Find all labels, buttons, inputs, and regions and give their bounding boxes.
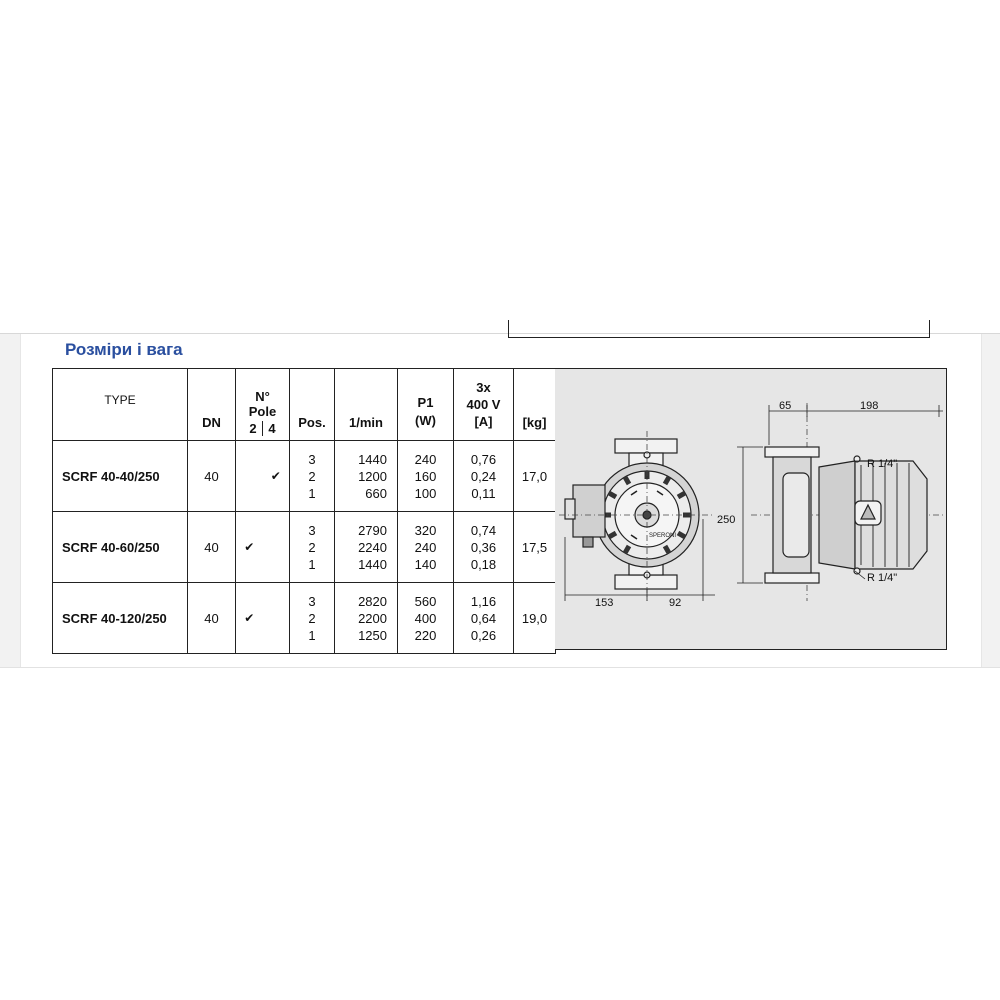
amp-value: 0,36 xyxy=(470,539,497,555)
p1-value: 560 xyxy=(414,593,437,609)
table-row xyxy=(53,512,556,583)
row-pole xyxy=(236,441,290,512)
rpm-value: 2200 xyxy=(358,610,387,626)
row-type: SCRF 40-60/250 xyxy=(53,512,188,583)
rpm-value: 1440 xyxy=(358,451,387,467)
pole-2-check: ✔ xyxy=(244,540,255,554)
row-dn: 40 xyxy=(188,512,236,583)
row-type: SCRF 40-120/250 xyxy=(53,583,188,654)
row-pole xyxy=(236,512,290,583)
dimension-92: 92 xyxy=(669,597,682,609)
specification-table xyxy=(52,368,556,654)
amp-value: 1,16 xyxy=(470,593,497,609)
row-pos xyxy=(290,441,335,512)
header-pole-4: 4 xyxy=(268,421,276,436)
dimension-153: 153 xyxy=(595,597,614,609)
row-kg: 17,0 xyxy=(514,441,556,512)
row-amp xyxy=(454,583,514,654)
dimension-250: 250 xyxy=(717,514,736,526)
pos-value: 2 xyxy=(308,468,316,484)
pos-value: 3 xyxy=(308,593,316,609)
row-rpm xyxy=(335,441,398,512)
rpm-value: 660 xyxy=(365,485,387,501)
p1-value: 240 xyxy=(414,451,437,467)
p1-value: 220 xyxy=(414,627,437,643)
pump-side-view xyxy=(765,447,927,583)
rpm-value: 2820 xyxy=(358,593,387,609)
header-p1 xyxy=(398,369,454,441)
header-pole xyxy=(236,369,290,441)
rpm-value: 2790 xyxy=(358,522,387,538)
header-dn: DN xyxy=(188,369,236,441)
p1-value: 320 xyxy=(414,522,437,538)
dimension-65: 65 xyxy=(779,400,792,412)
row-kg: 19,0 xyxy=(514,583,556,654)
header-pole-line1: N° xyxy=(255,389,270,404)
row-p1 xyxy=(398,441,454,512)
amp-value: 0,11 xyxy=(471,485,496,501)
header-amp-line2: 400 V xyxy=(466,397,501,412)
header-pos: Pos. xyxy=(290,369,335,441)
row-pole xyxy=(236,583,290,654)
rpm-value: 1440 xyxy=(358,556,387,572)
p1-value: 100 xyxy=(414,485,437,501)
pump-front-view xyxy=(565,439,699,589)
pos-value: 1 xyxy=(308,485,316,501)
thread-label-bottom: R 1/4" xyxy=(867,572,898,584)
rpm-value: 1200 xyxy=(358,468,387,484)
amp-value: 0,18 xyxy=(470,556,497,572)
p1-value: 240 xyxy=(414,539,437,555)
pump-drawing-svg xyxy=(555,369,947,651)
table-row xyxy=(53,583,556,654)
row-p1 xyxy=(398,583,454,654)
amp-value: 0,76 xyxy=(470,451,497,467)
header-pole-2: 2 xyxy=(244,421,263,436)
pos-value: 2 xyxy=(308,610,316,626)
rpm-value: 1250 xyxy=(358,627,387,643)
row-pos xyxy=(290,512,335,583)
pole-4-check: ✔ xyxy=(270,469,281,483)
brand-label: SPERONI xyxy=(649,533,677,539)
pos-value: 3 xyxy=(308,451,316,467)
pump-dimension-drawing xyxy=(555,368,947,650)
header-p1-line2: (W) xyxy=(415,413,436,428)
header-type: TYPE xyxy=(53,369,188,441)
row-dn: 40 xyxy=(188,441,236,512)
pole-2-check: ✔ xyxy=(244,611,255,625)
row-amp xyxy=(454,512,514,583)
header-amp-line1: 3x xyxy=(476,380,491,395)
table-row xyxy=(53,441,556,512)
amp-value: 0,74 xyxy=(470,522,497,538)
pos-value: 3 xyxy=(308,522,316,538)
page-bottom-border xyxy=(0,667,1000,668)
amp-value: 0,64 xyxy=(470,610,497,626)
row-pos xyxy=(290,583,335,654)
pos-value: 1 xyxy=(308,627,316,643)
header-kg: [kg] xyxy=(514,369,556,441)
section-title: Розміри і вага xyxy=(65,340,183,359)
header-p1-line1: P1 xyxy=(417,395,434,410)
right-page-edge xyxy=(981,333,1000,668)
row-rpm xyxy=(335,583,398,654)
row-dn: 40 xyxy=(188,583,236,654)
rpm-value: 2240 xyxy=(358,539,387,555)
row-amp xyxy=(454,441,514,512)
row-rpm xyxy=(335,512,398,583)
previous-content-box xyxy=(508,320,930,338)
p1-value: 160 xyxy=(414,468,437,484)
left-page-edge xyxy=(0,333,21,668)
row-p1 xyxy=(398,512,454,583)
header-amp-line3: [A] xyxy=(474,414,493,429)
header-rpm: 1/min xyxy=(335,369,398,441)
p1-value: 400 xyxy=(414,610,437,626)
dimension-198: 198 xyxy=(860,400,879,412)
row-type: SCRF 40-40/250 xyxy=(53,441,188,512)
header-amp xyxy=(454,369,514,441)
amp-value: 0,24 xyxy=(470,468,497,484)
pos-value: 1 xyxy=(308,556,316,572)
table-header-row xyxy=(53,369,556,441)
thread-label-top: R 1/4" xyxy=(867,458,898,470)
pos-value: 2 xyxy=(308,539,316,555)
header-pole-line2: Pole xyxy=(248,404,277,419)
row-kg: 17,5 xyxy=(514,512,556,583)
amp-value: 0,26 xyxy=(470,627,497,643)
p1-value: 140 xyxy=(414,556,437,572)
